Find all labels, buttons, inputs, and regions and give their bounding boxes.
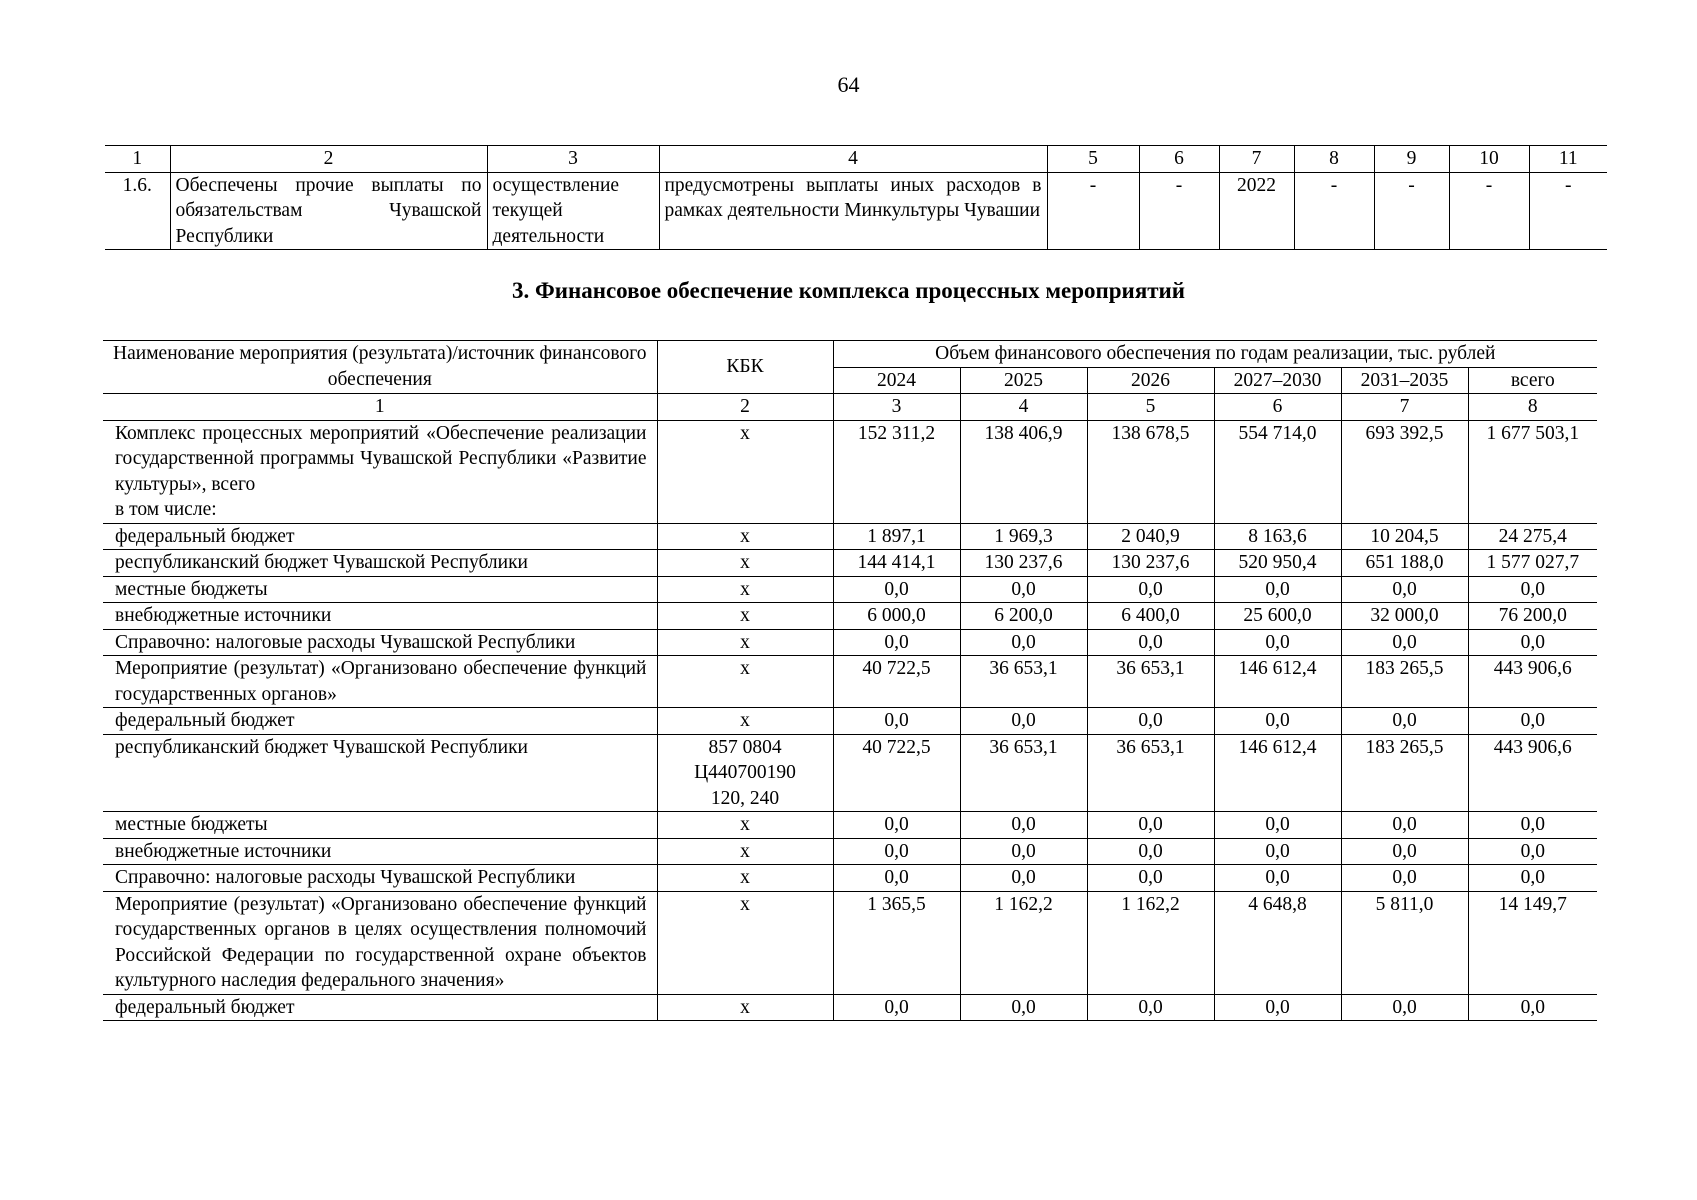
- row-name: местные бюджеты: [115, 814, 268, 835]
- amount-cell: 0,0: [1214, 994, 1341, 1021]
- kbk-cell: х: [657, 603, 833, 630]
- row-number: 1.6.: [105, 172, 170, 250]
- col-num: 5: [1047, 146, 1139, 173]
- amount-cell: 0,0: [1214, 576, 1341, 603]
- amount-cell: 0,0: [1341, 629, 1468, 656]
- amount-cell: 0,0: [833, 708, 960, 735]
- amount-cell: 0,0: [1087, 994, 1214, 1021]
- table-row: [103, 734, 1597, 812]
- amount-cell: 76 200,0: [1468, 603, 1597, 630]
- amount-cell: 14 149,7: [1468, 891, 1597, 994]
- row-name-cell: [103, 603, 657, 630]
- amount-cell: 40 722,5: [833, 656, 960, 708]
- column-number-row: [103, 394, 1597, 421]
- row-name: внебюджетные источники: [115, 605, 332, 626]
- amount-cell: 130 237,6: [1087, 550, 1214, 577]
- col-num: 10: [1449, 146, 1529, 173]
- col-num: 5: [1087, 394, 1214, 421]
- amount-cell: 0,0: [833, 865, 960, 892]
- table-row: [103, 576, 1597, 603]
- amount-cell: 443 906,6: [1468, 734, 1597, 812]
- amount-cell: 36 653,1: [960, 656, 1087, 708]
- amount-cell: 0,0: [833, 629, 960, 656]
- row-name: Мероприятие (результат) «Организовано обеспечение функций государственных органов в целях осуществления полномочий Российской Федерации по государственной охране объектов культурного наследия федерального значения»: [115, 893, 647, 991]
- amount-cell: 0,0: [1341, 812, 1468, 839]
- amount-cell: 183 265,5: [1341, 656, 1468, 708]
- amount-cell: 144 414,1: [833, 550, 960, 577]
- cell-value: -: [1374, 172, 1449, 250]
- amount-cell: 0,0: [1214, 708, 1341, 735]
- header-kbk: КБК: [657, 341, 833, 394]
- kbk-cell: х: [657, 812, 833, 839]
- amount-cell: 138 406,9: [960, 420, 1087, 523]
- cell-value: -: [1139, 172, 1219, 250]
- amount-cell: 0,0: [833, 812, 960, 839]
- row-name: федеральный бюджет: [115, 710, 295, 731]
- amount-cell: 5 811,0: [1341, 891, 1468, 994]
- amount-cell: 0,0: [1468, 994, 1597, 1021]
- amount-cell: 1 577 027,7: [1468, 550, 1597, 577]
- amount-cell: 0,0: [1468, 708, 1597, 735]
- amount-cell: 0,0: [1214, 629, 1341, 656]
- amount-cell: 0,0: [833, 838, 960, 865]
- row-name: федеральный бюджет: [115, 525, 295, 547]
- amount-cell: 1 677 503,1: [1468, 420, 1597, 523]
- col-num: 4: [960, 394, 1087, 421]
- amount-cell: 4 648,8: [1214, 891, 1341, 994]
- col-num: 8: [1468, 394, 1597, 421]
- amount-cell: 2 040,9: [1087, 523, 1214, 550]
- table-row: [103, 420, 1597, 523]
- table-row: [103, 629, 1597, 656]
- col-num: 7: [1341, 394, 1468, 421]
- amount-cell: 0,0: [1341, 865, 1468, 892]
- amount-cell: 0,0: [1468, 838, 1597, 865]
- header-volume: Объем финансового обеспечения по годам реализации, тыс. рублей: [833, 341, 1597, 368]
- amount-cell: 0,0: [1087, 576, 1214, 603]
- amount-cell: 40 722,5: [833, 734, 960, 812]
- amount-cell: 0,0: [1214, 838, 1341, 865]
- header-year: 2025: [960, 367, 1087, 394]
- amount-cell: 1 969,3: [960, 523, 1087, 550]
- amount-cell: 0,0: [833, 994, 960, 1021]
- amount-cell: 0,0: [1087, 708, 1214, 735]
- section-title: 3. Финансовое обеспечение комплекса процессных мероприятий: [511, 278, 1186, 303]
- amount-cell: 6 200,0: [960, 603, 1087, 630]
- amount-cell: 1 162,2: [1087, 891, 1214, 994]
- header-row: [103, 341, 1597, 368]
- amount-cell: 0,0: [960, 812, 1087, 839]
- row-name-cell: [103, 629, 657, 656]
- amount-cell: 130 237,6: [960, 550, 1087, 577]
- row-name-cell: [103, 838, 657, 865]
- amount-cell: 651 188,0: [1341, 550, 1468, 577]
- result-description: предусмотрены выплаты иных расходов в рамках деятельности Минкультуры Чувашии: [659, 172, 1047, 250]
- amount-cell: 24 275,4: [1468, 523, 1597, 550]
- table-row: [103, 812, 1597, 839]
- amount-cell: 0,0: [1214, 865, 1341, 892]
- row-name-cell: [103, 576, 657, 603]
- kbk-code-line: 857 0804: [708, 736, 782, 758]
- table-row: [103, 865, 1597, 892]
- page-number: 64: [837, 72, 860, 97]
- amount-cell: 1 365,5: [833, 891, 960, 994]
- amount-cell: 146 612,4: [1214, 656, 1341, 708]
- amount-cell: 0,0: [1087, 838, 1214, 865]
- table-row: [103, 523, 1597, 550]
- row-name: внебюджетные источники: [115, 840, 332, 862]
- amount-cell: 0,0: [1087, 812, 1214, 839]
- amount-cell: 443 906,6: [1468, 656, 1597, 708]
- row-name: республиканский бюджет Чувашской Республики: [115, 552, 528, 573]
- kbk-cell: х: [657, 576, 833, 603]
- kbk-cell: х: [657, 865, 833, 892]
- kbk-code-line: 120, 240: [710, 787, 780, 809]
- kbk-cell: х: [657, 708, 833, 735]
- amount-cell: 0,0: [833, 576, 960, 603]
- row-name: республиканский бюджет Чувашской Республики: [115, 736, 528, 758]
- amount-cell: 1 897,1: [833, 523, 960, 550]
- amount-cell: 0,0: [1214, 812, 1341, 839]
- amount-cell: 0,0: [1341, 708, 1468, 735]
- row-name-cell: [103, 523, 657, 550]
- amount-cell: 0,0: [960, 865, 1087, 892]
- row-name-cell: [103, 865, 657, 892]
- amount-cell: 10 204,5: [1341, 523, 1468, 550]
- cell-value: -: [1047, 172, 1139, 250]
- amount-cell: 1 162,2: [960, 891, 1087, 994]
- cell-value: 2022: [1219, 172, 1294, 250]
- kbk-cell: х: [657, 838, 833, 865]
- amount-cell: 0,0: [960, 838, 1087, 865]
- table-row: [103, 603, 1597, 630]
- amount-cell: 554 714,0: [1214, 420, 1341, 523]
- row-name: федеральный бюджет: [115, 996, 295, 1018]
- amount-cell: 152 311,2: [833, 420, 960, 523]
- column-number-row: [105, 146, 1607, 173]
- row-name: Справочно: налоговые расходы Чувашской Республики: [115, 867, 576, 888]
- result-name: Обеспечены прочие выплаты по обязательствам Чувашской Республики: [170, 172, 487, 250]
- finance-table: [103, 340, 1597, 1021]
- header-year: 2024: [833, 367, 960, 394]
- row-name-cell: [103, 656, 657, 708]
- table-row: [105, 172, 1607, 250]
- table-row: [103, 708, 1597, 735]
- col-num: 3: [487, 146, 659, 173]
- amount-cell: 0,0: [1468, 576, 1597, 603]
- amount-cell: 183 265,5: [1341, 734, 1468, 812]
- amount-cell: 36 653,1: [960, 734, 1087, 812]
- amount-cell: 32 000,0: [1341, 603, 1468, 630]
- amount-cell: 0,0: [960, 708, 1087, 735]
- cell-value: -: [1294, 172, 1374, 250]
- row-name-cell: [103, 891, 657, 994]
- amount-cell: 25 600,0: [1214, 603, 1341, 630]
- row-name-cell: [103, 994, 657, 1021]
- amount-cell: 0,0: [960, 629, 1087, 656]
- col-num: 9: [1374, 146, 1449, 173]
- cell-value: -: [1529, 172, 1607, 250]
- header-year: 2027–2030: [1214, 367, 1341, 394]
- row-name: Мероприятие (результат) «Организовано обеспечение функций государственных органов»: [115, 658, 647, 705]
- kbk-cell: х: [657, 420, 833, 523]
- kbk-cell: х: [657, 891, 833, 994]
- row-name: Справочно: налоговые расходы Чувашской Республики: [115, 631, 576, 653]
- col-num: 1: [103, 394, 657, 421]
- amount-cell: 36 653,1: [1087, 734, 1214, 812]
- amount-cell: 693 392,5: [1341, 420, 1468, 523]
- row-name: местные бюджеты: [115, 578, 268, 600]
- cell-value: -: [1449, 172, 1529, 250]
- col-num: 7: [1219, 146, 1294, 173]
- row-subtitle: в том числе:: [115, 499, 217, 520]
- header-year: 2031–2035: [1341, 367, 1468, 394]
- amount-cell: 0,0: [960, 994, 1087, 1021]
- row-name-cell: [103, 708, 657, 735]
- previous-section-table: [105, 145, 1607, 250]
- table-row: [103, 891, 1597, 994]
- amount-cell: 520 950,4: [1214, 550, 1341, 577]
- amount-cell: 0,0: [1341, 576, 1468, 603]
- amount-cell: 0,0: [1087, 629, 1214, 656]
- table-row: [103, 656, 1597, 708]
- header-name: Наименование мероприятия (результата)/источник финансового обеспечения: [103, 341, 657, 394]
- col-num: 1: [105, 146, 170, 173]
- amount-cell: 146 612,4: [1214, 734, 1341, 812]
- kbk-cell: х: [657, 523, 833, 550]
- amount-cell: 0,0: [1341, 838, 1468, 865]
- header-year: 2026: [1087, 367, 1214, 394]
- kbk-cell: х: [657, 994, 833, 1021]
- col-num: 8: [1294, 146, 1374, 173]
- col-num: 2: [657, 394, 833, 421]
- kbk-code-line: Ц440700190: [694, 762, 796, 783]
- amount-cell: 0,0: [1468, 812, 1597, 839]
- amount-cell: 0,0: [1468, 629, 1597, 656]
- amount-cell: 8 163,6: [1214, 523, 1341, 550]
- row-name-cell: [103, 420, 657, 523]
- col-num: 6: [1139, 146, 1219, 173]
- col-num: 4: [659, 146, 1047, 173]
- amount-cell: 138 678,5: [1087, 420, 1214, 523]
- col-num: 11: [1529, 146, 1607, 173]
- amount-cell: 0,0: [960, 576, 1087, 603]
- table-row: [103, 550, 1597, 577]
- table-row: [103, 838, 1597, 865]
- kbk-cell: [657, 734, 833, 812]
- table-row: [103, 994, 1597, 1021]
- col-num: 3: [833, 394, 960, 421]
- amount-cell: 6 000,0: [833, 603, 960, 630]
- col-num: 6: [1214, 394, 1341, 421]
- header-year: всего: [1468, 367, 1597, 394]
- row-name-cell: [103, 812, 657, 839]
- result-type: осуществление текущей деятельности: [487, 172, 659, 250]
- row-name-cell: [103, 734, 657, 812]
- row-name-cell: [103, 550, 657, 577]
- amount-cell: 0,0: [1087, 865, 1214, 892]
- amount-cell: 0,0: [1468, 865, 1597, 892]
- kbk-cell: х: [657, 629, 833, 656]
- kbk-cell: х: [657, 550, 833, 577]
- col-num: 2: [170, 146, 487, 173]
- row-name: Комплекс процессных мероприятий «Обеспечение реализации государственной программы Чувашской Республики «Развитие культуры», всего: [115, 422, 647, 495]
- amount-cell: 0,0: [1341, 994, 1468, 1021]
- kbk-cell: х: [657, 656, 833, 708]
- amount-cell: 6 400,0: [1087, 603, 1214, 630]
- amount-cell: 36 653,1: [1087, 656, 1214, 708]
